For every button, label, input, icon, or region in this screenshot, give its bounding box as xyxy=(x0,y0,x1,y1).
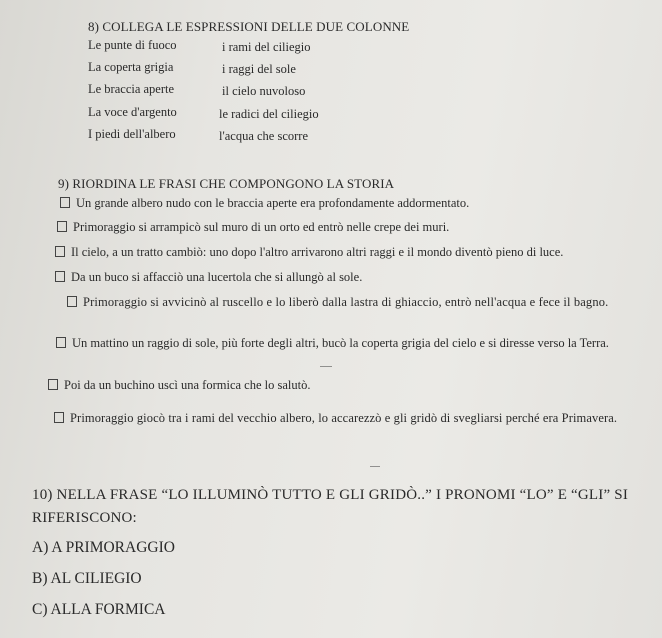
q8-left-item: Le punte di fuoco xyxy=(88,38,177,52)
pen-mark xyxy=(320,366,332,367)
q10-question: 10) NELLA FRASE “LO ILLUMINÒ TUTTO E GLI GRIDÒ..” I PRONOMI “LO” E “GLI” SI RIFERISCONO: xyxy=(32,487,629,526)
story-sentence-text: Un grande albero nudo con le braccia aperte era profondamente addormentato. xyxy=(76,196,470,210)
answer-option-a[interactable]: A) A PRIMORAGGIO xyxy=(32,539,175,556)
story-sentence-text: Poi da un buchino uscì una formica che lo salutò. xyxy=(64,378,311,392)
story-sentence xyxy=(55,293,633,312)
checkbox-icon[interactable] xyxy=(56,337,66,348)
q8-right-item: l'acqua che scorre xyxy=(219,129,309,143)
story-sentence xyxy=(55,268,615,287)
story-sentence-text: Primoraggio si avvicinò al ruscello e lo liberò dalla lastra di ghiaccio, entrò nell'acqua e fece il bagno. xyxy=(83,295,609,309)
q8-left-item: I piedi dell'albero xyxy=(88,127,176,141)
checkbox-icon[interactable] xyxy=(55,271,65,282)
story-sentence xyxy=(60,194,620,213)
q8-left-item: La voce d'argento xyxy=(88,105,177,119)
story-sentence xyxy=(44,334,642,353)
checkbox-icon[interactable] xyxy=(57,221,67,232)
story-sentence-text: Il cielo, a un tratto cambiò: uno dopo l'altro arrivarono altri raggi e il mondo diventò pieno di luce. xyxy=(71,245,564,259)
q8-left-item: La coperta grigia xyxy=(88,60,174,74)
q9-heading: 9) RIORDINA LE FRASI CHE COMPONGONO LA STORIA xyxy=(58,176,395,191)
q8-right-item: i rami del ciliegio xyxy=(222,40,311,54)
story-sentence xyxy=(42,409,632,428)
q8-right-item: i raggi del sole xyxy=(222,62,296,76)
story-sentence xyxy=(55,243,650,262)
q8-right-item: le radici del ciliegio xyxy=(219,107,319,121)
story-sentence-text: Primoraggio giocò tra i rami del vecchio albero, lo accarezzò e gli gridò di svegliarsi perché era Primavera. xyxy=(70,411,618,425)
q8-left-item: Le braccia aperte xyxy=(88,82,175,96)
q8-heading: 8) COLLEGA LE ESPRESSIONI DELLE DUE COLONNE xyxy=(88,19,410,34)
story-sentence xyxy=(48,376,608,395)
checkbox-icon[interactable] xyxy=(55,246,65,257)
story-sentence-text: Un mattino un raggio di sole, più forte degli altri, bucò la coperta grigia del cielo e si diresse verso la Terra. xyxy=(72,336,609,350)
checkbox-icon[interactable] xyxy=(54,412,64,423)
q8-right-item: il cielo nuvoloso xyxy=(222,84,306,98)
story-sentence-text: Da un buco si affacciò una lucertola che si allungò al sole. xyxy=(71,270,363,284)
checkbox-icon[interactable] xyxy=(48,379,58,390)
answer-option-c[interactable]: C) ALLA FORMICA xyxy=(32,601,166,618)
checkbox-icon[interactable] xyxy=(67,296,77,307)
checkbox-icon[interactable] xyxy=(60,197,70,208)
story-sentence-text: Primoraggio si arrampicò sul muro di un orto ed entrò nelle crepe dei muri. xyxy=(73,220,450,234)
story-sentence xyxy=(57,218,627,237)
pen-mark xyxy=(370,466,380,467)
answer-option-b[interactable]: B) AL CILIEGIO xyxy=(32,570,142,587)
